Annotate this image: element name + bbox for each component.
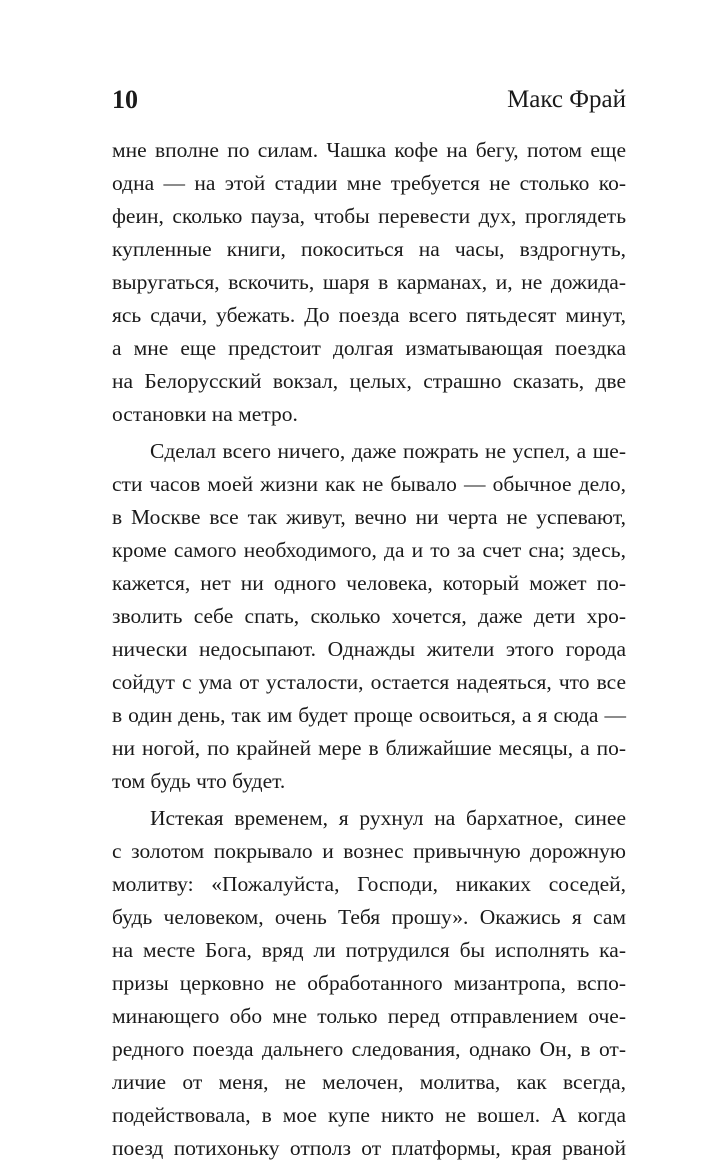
text-line: сти часов моей жизни как не бывало — обычное дело, xyxy=(112,472,626,496)
text-line: одна — на этой стадии мне требуется не столько ко- xyxy=(112,171,626,195)
text-line: а мне еще предстоит долгая изматывающая поездка xyxy=(112,336,626,360)
text-line: нически недосыпают. Однажды жители этого города xyxy=(112,637,626,661)
text-line: том будь что будет. xyxy=(112,769,286,793)
page-number: 10 xyxy=(112,85,138,114)
text-line: сойдут с ума от усталости, остается надеяться, что все xyxy=(112,670,626,694)
text-line: на Белорусский вокзал, целых, страшно сказать, две xyxy=(112,369,626,393)
text-line: купленные книги, покоситься на часы, вздрогнуть, xyxy=(112,237,626,261)
text-line: Сделал всего ничего, даже пожрать не успел, а ше- xyxy=(150,439,626,463)
text-line: редного поезда дальнего следования, однако Он, в от- xyxy=(112,1037,626,1061)
text-line: остановки на метро. xyxy=(112,402,298,426)
text-line: феин, сколько пауза, чтобы перевести дух, проглядеть xyxy=(112,204,626,228)
text-line: выругаться, вскочить, шаря в карманах, и, не дожида- xyxy=(112,270,626,294)
text-line: ясь сдачи, убежать. До поезда всего пятьдесят минут, xyxy=(112,303,626,327)
paragraph-2 xyxy=(112,435,626,798)
body-text xyxy=(112,134,626,1165)
text-line: личие от меня, не мелочен, молитва, как всегда, xyxy=(112,1070,626,1094)
text-line: минающего обо мне только перед отправлением оче- xyxy=(112,1004,626,1028)
page-header xyxy=(112,82,626,118)
text-line: призы церковно не обработанного мизантропа, вспо- xyxy=(112,971,626,995)
text-line: в Москве все так живут, вечно ни черта не успевают, xyxy=(112,505,626,529)
text-line: ни ногой, по крайней мере в ближайшие месяцы, а по- xyxy=(112,736,626,760)
text-line: зволить себе спать, сколько хочется, даже дети хро- xyxy=(112,604,626,628)
text-line: подействовала, в мое купе никто не вошел. А когда xyxy=(112,1103,626,1127)
text-line: в один день, так им будет проще освоиться, а я сюда — xyxy=(112,703,626,727)
paragraph-1 xyxy=(112,134,626,431)
text-line: кроме самого необходимого, да и то за счет сна; здесь, xyxy=(112,538,626,562)
text-line: мне вполне по силам. Чашка кофе на бегу, потом еще xyxy=(112,138,626,162)
text-line: Истекая временем, я рухнул на бархатное, синее xyxy=(150,806,626,830)
text-line: с золотом покрывало и вознес привычную дорожную xyxy=(112,839,626,863)
text-line: поезд потихоньку отполз от платформы, края рваной xyxy=(112,1136,626,1160)
text-line: кажется, нет ни одного человека, который может по- xyxy=(112,571,626,595)
text-line: будь человеком, очень Тебя прошу». Окажись я сам xyxy=(112,905,626,929)
running-head-author: Макс Фрай xyxy=(507,86,626,113)
paragraph-3 xyxy=(112,802,626,1165)
text-line: на месте Бога, вряд ли потрудился бы исполнять ка- xyxy=(112,938,626,962)
text-line: молитву: «Пожалуйста, Господи, никаких соседей, xyxy=(112,872,626,896)
